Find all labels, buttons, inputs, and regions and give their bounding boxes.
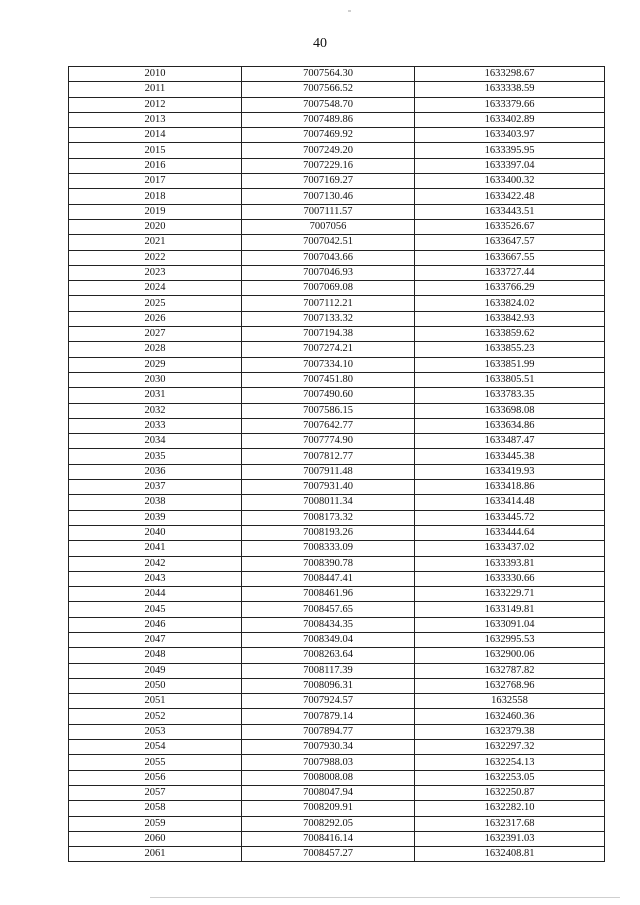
point-number-cell: 2051 xyxy=(69,694,242,709)
y-coordinate-cell: 1633397.04 xyxy=(415,158,605,173)
point-number-cell: 2029 xyxy=(69,357,242,372)
table-row xyxy=(69,235,605,250)
point-number-cell: 2020 xyxy=(69,219,242,234)
point-number-cell: 2060 xyxy=(69,831,242,846)
y-coordinate-cell: 1632282.10 xyxy=(415,801,605,816)
table-row xyxy=(69,112,605,127)
y-coordinate-cell: 1633647.57 xyxy=(415,235,605,250)
point-number-cell: 2018 xyxy=(69,189,242,204)
table-row xyxy=(69,709,605,724)
y-coordinate-cell: 1633445.72 xyxy=(415,510,605,525)
y-coordinate-cell: 1633842.93 xyxy=(415,311,605,326)
point-number-cell: 2039 xyxy=(69,510,242,525)
scan-mark xyxy=(348,10,351,12)
x-coordinate-cell: 7008263.64 xyxy=(242,648,415,663)
table-row xyxy=(69,480,605,495)
table-row xyxy=(69,663,605,678)
point-number-cell: 2043 xyxy=(69,571,242,586)
x-coordinate-cell: 7007133.32 xyxy=(242,311,415,326)
table-row xyxy=(69,174,605,189)
table-row xyxy=(69,602,605,617)
y-coordinate-cell: 1632253.05 xyxy=(415,770,605,785)
point-number-cell: 2021 xyxy=(69,235,242,250)
table-row xyxy=(69,204,605,219)
y-coordinate-cell: 1633330.66 xyxy=(415,571,605,586)
y-coordinate-cell: 1633855.23 xyxy=(415,342,605,357)
y-coordinate-cell: 1633443.51 xyxy=(415,204,605,219)
table-row xyxy=(69,847,605,862)
x-coordinate-cell: 7007056 xyxy=(242,219,415,234)
point-number-cell: 2058 xyxy=(69,801,242,816)
y-coordinate-cell: 1632297.32 xyxy=(415,740,605,755)
point-number-cell: 2034 xyxy=(69,434,242,449)
x-coordinate-cell: 7008011.34 xyxy=(242,495,415,510)
y-coordinate-cell: 1632900.06 xyxy=(415,648,605,663)
x-coordinate-cell: 7008390.78 xyxy=(242,556,415,571)
point-number-cell: 2047 xyxy=(69,632,242,647)
point-number-cell: 2045 xyxy=(69,602,242,617)
point-number-cell: 2035 xyxy=(69,449,242,464)
table-row xyxy=(69,541,605,556)
table-row xyxy=(69,755,605,770)
y-coordinate-cell: 1633402.89 xyxy=(415,112,605,127)
y-coordinate-cell: 1633419.93 xyxy=(415,464,605,479)
point-number-cell: 2054 xyxy=(69,740,242,755)
x-coordinate-cell: 7008434.35 xyxy=(242,617,415,632)
y-coordinate-cell: 1632250.87 xyxy=(415,785,605,800)
y-coordinate-cell: 1633437.02 xyxy=(415,541,605,556)
y-coordinate-cell: 1633667.55 xyxy=(415,250,605,265)
point-number-cell: 2031 xyxy=(69,388,242,403)
point-number-cell: 2019 xyxy=(69,204,242,219)
point-number-cell: 2022 xyxy=(69,250,242,265)
x-coordinate-cell: 7008457.27 xyxy=(242,847,415,862)
x-coordinate-cell: 7007112.21 xyxy=(242,296,415,311)
y-coordinate-cell: 1632787.82 xyxy=(415,663,605,678)
table-row xyxy=(69,189,605,204)
table-row xyxy=(69,403,605,418)
table-row xyxy=(69,648,605,663)
table-row xyxy=(69,143,605,158)
point-number-cell: 2023 xyxy=(69,265,242,280)
table-row xyxy=(69,219,605,234)
point-number-cell: 2027 xyxy=(69,327,242,342)
table-row xyxy=(69,327,605,342)
table-row xyxy=(69,158,605,173)
x-coordinate-cell: 7008117.39 xyxy=(242,663,415,678)
x-coordinate-cell: 7008447.41 xyxy=(242,571,415,586)
table-row xyxy=(69,495,605,510)
point-number-cell: 2046 xyxy=(69,617,242,632)
table-row xyxy=(69,770,605,785)
x-coordinate-cell: 7008173.32 xyxy=(242,510,415,525)
y-coordinate-cell: 1632379.38 xyxy=(415,724,605,739)
x-coordinate-cell: 7008047.94 xyxy=(242,785,415,800)
point-number-cell: 2037 xyxy=(69,480,242,495)
point-number-cell: 2061 xyxy=(69,847,242,862)
x-coordinate-cell: 7008457.65 xyxy=(242,602,415,617)
page-number: 40 xyxy=(313,36,327,51)
x-coordinate-cell: 7008461.96 xyxy=(242,587,415,602)
y-coordinate-cell: 1633851.99 xyxy=(415,357,605,372)
y-coordinate-cell: 1632768.96 xyxy=(415,678,605,693)
y-coordinate-cell: 1633526.67 xyxy=(415,219,605,234)
x-coordinate-cell: 7007043.66 xyxy=(242,250,415,265)
x-coordinate-cell: 7007046.93 xyxy=(242,265,415,280)
x-coordinate-cell: 7007111.57 xyxy=(242,204,415,219)
x-coordinate-cell: 7008209.91 xyxy=(242,801,415,816)
y-coordinate-cell: 1632317.68 xyxy=(415,816,605,831)
point-number-cell: 2032 xyxy=(69,403,242,418)
y-coordinate-cell: 1633091.04 xyxy=(415,617,605,632)
y-coordinate-cell: 1633229.71 xyxy=(415,587,605,602)
y-coordinate-cell: 1632558 xyxy=(415,694,605,709)
table-row xyxy=(69,510,605,525)
point-number-cell: 2038 xyxy=(69,495,242,510)
point-number-cell: 2016 xyxy=(69,158,242,173)
x-coordinate-cell: 7008349.04 xyxy=(242,632,415,647)
table-row xyxy=(69,678,605,693)
point-number-cell: 2013 xyxy=(69,112,242,127)
point-number-cell: 2057 xyxy=(69,785,242,800)
point-number-cell: 2033 xyxy=(69,418,242,433)
x-coordinate-cell: 7007229.16 xyxy=(242,158,415,173)
point-number-cell: 2042 xyxy=(69,556,242,571)
x-coordinate-cell: 7007566.52 xyxy=(242,82,415,97)
point-number-cell: 2015 xyxy=(69,143,242,158)
x-coordinate-cell: 7007548.70 xyxy=(242,97,415,112)
table-row xyxy=(69,571,605,586)
y-coordinate-cell: 1632254.13 xyxy=(415,755,605,770)
y-coordinate-cell: 1633393.81 xyxy=(415,556,605,571)
y-coordinate-cell: 1633698.08 xyxy=(415,403,605,418)
y-coordinate-cell: 1633338.59 xyxy=(415,82,605,97)
y-coordinate-cell: 1633766.29 xyxy=(415,281,605,296)
x-coordinate-cell: 7007130.46 xyxy=(242,189,415,204)
table-row xyxy=(69,525,605,540)
point-number-cell: 2017 xyxy=(69,174,242,189)
x-coordinate-cell: 7008193.26 xyxy=(242,525,415,540)
table-row xyxy=(69,816,605,831)
y-coordinate-cell: 1633418.86 xyxy=(415,480,605,495)
table-row xyxy=(69,311,605,326)
table-row xyxy=(69,556,605,571)
table-row xyxy=(69,342,605,357)
y-coordinate-cell: 1633634.86 xyxy=(415,418,605,433)
table-row xyxy=(69,724,605,739)
x-coordinate-cell: 7007194.38 xyxy=(242,327,415,342)
x-coordinate-cell: 7008333.09 xyxy=(242,541,415,556)
table-row xyxy=(69,740,605,755)
table-row xyxy=(69,694,605,709)
point-number-cell: 2059 xyxy=(69,816,242,831)
point-number-cell: 2026 xyxy=(69,311,242,326)
y-coordinate-cell: 1632995.53 xyxy=(415,632,605,647)
x-coordinate-cell: 7007924.57 xyxy=(242,694,415,709)
point-number-cell: 2014 xyxy=(69,128,242,143)
x-coordinate-cell: 7007069.08 xyxy=(242,281,415,296)
table-row xyxy=(69,82,605,97)
table-row xyxy=(69,296,605,311)
y-coordinate-cell: 1633395.95 xyxy=(415,143,605,158)
x-coordinate-cell: 7007042.51 xyxy=(242,235,415,250)
x-coordinate-cell: 7007249.20 xyxy=(242,143,415,158)
y-coordinate-cell: 1633487.47 xyxy=(415,434,605,449)
x-coordinate-cell: 7007489.86 xyxy=(242,112,415,127)
point-number-cell: 2053 xyxy=(69,724,242,739)
point-number-cell: 2056 xyxy=(69,770,242,785)
x-coordinate-cell: 7007274.21 xyxy=(242,342,415,357)
table-row xyxy=(69,464,605,479)
point-number-cell: 2044 xyxy=(69,587,242,602)
table-row xyxy=(69,388,605,403)
y-coordinate-cell: 1633403.97 xyxy=(415,128,605,143)
y-coordinate-cell: 1633298.67 xyxy=(415,67,605,82)
table-row xyxy=(69,128,605,143)
y-coordinate-cell: 1633445.38 xyxy=(415,449,605,464)
point-number-cell: 2024 xyxy=(69,281,242,296)
point-number-cell: 2028 xyxy=(69,342,242,357)
point-number-cell: 2050 xyxy=(69,678,242,693)
point-number-cell: 2012 xyxy=(69,97,242,112)
table-row xyxy=(69,372,605,387)
x-coordinate-cell: 7007169.27 xyxy=(242,174,415,189)
coordinates-table xyxy=(68,66,605,862)
table-row xyxy=(69,801,605,816)
point-number-cell: 2048 xyxy=(69,648,242,663)
x-coordinate-cell: 7007988.03 xyxy=(242,755,415,770)
y-coordinate-cell: 1633824.02 xyxy=(415,296,605,311)
x-coordinate-cell: 7007911.48 xyxy=(242,464,415,479)
x-coordinate-cell: 7008008.08 xyxy=(242,770,415,785)
table-row xyxy=(69,831,605,846)
y-coordinate-cell: 1633859.62 xyxy=(415,327,605,342)
point-number-cell: 2010 xyxy=(69,67,242,82)
y-coordinate-cell: 1633783.35 xyxy=(415,388,605,403)
table-row xyxy=(69,250,605,265)
x-coordinate-cell: 7007812.77 xyxy=(242,449,415,464)
point-number-cell: 2030 xyxy=(69,372,242,387)
x-coordinate-cell: 7007930.34 xyxy=(242,740,415,755)
x-coordinate-cell: 7007564.30 xyxy=(242,67,415,82)
table-row xyxy=(69,97,605,112)
point-number-cell: 2055 xyxy=(69,755,242,770)
table-body xyxy=(69,67,605,862)
table-row xyxy=(69,67,605,82)
table-row xyxy=(69,617,605,632)
y-coordinate-cell: 1633379.66 xyxy=(415,97,605,112)
x-coordinate-cell: 7007774.90 xyxy=(242,434,415,449)
y-coordinate-cell: 1632408.81 xyxy=(415,847,605,862)
point-number-cell: 2049 xyxy=(69,663,242,678)
table-row xyxy=(69,281,605,296)
point-number-cell: 2041 xyxy=(69,541,242,556)
table-row xyxy=(69,265,605,280)
point-number-cell: 2040 xyxy=(69,525,242,540)
point-number-cell: 2052 xyxy=(69,709,242,724)
y-coordinate-cell: 1633400.32 xyxy=(415,174,605,189)
x-coordinate-cell: 7007586.15 xyxy=(242,403,415,418)
point-number-cell: 2011 xyxy=(69,82,242,97)
y-coordinate-cell: 1633805.51 xyxy=(415,372,605,387)
point-number-cell: 2025 xyxy=(69,296,242,311)
x-coordinate-cell: 7007894.77 xyxy=(242,724,415,739)
x-coordinate-cell: 7007490.60 xyxy=(242,388,415,403)
y-coordinate-cell: 1633422.48 xyxy=(415,189,605,204)
x-coordinate-cell: 7008416.14 xyxy=(242,831,415,846)
y-coordinate-cell: 1632391.03 xyxy=(415,831,605,846)
table-row xyxy=(69,632,605,647)
table-row xyxy=(69,434,605,449)
x-coordinate-cell: 7007879.14 xyxy=(242,709,415,724)
table-row xyxy=(69,418,605,433)
x-coordinate-cell: 7007451.80 xyxy=(242,372,415,387)
point-number-cell: 2036 xyxy=(69,464,242,479)
x-coordinate-cell: 7007642.77 xyxy=(242,418,415,433)
y-coordinate-cell: 1633149.81 xyxy=(415,602,605,617)
y-coordinate-cell: 1633444.64 xyxy=(415,525,605,540)
x-coordinate-cell: 7007931.40 xyxy=(242,480,415,495)
x-coordinate-cell: 7008096.31 xyxy=(242,678,415,693)
table-row xyxy=(69,587,605,602)
x-coordinate-cell: 7007469.92 xyxy=(242,128,415,143)
coordinates-table-container xyxy=(68,66,601,862)
y-coordinate-cell: 1632460.36 xyxy=(415,709,605,724)
table-row xyxy=(69,357,605,372)
x-coordinate-cell: 7007334.10 xyxy=(242,357,415,372)
y-coordinate-cell: 1633414.48 xyxy=(415,495,605,510)
table-row xyxy=(69,785,605,800)
scan-line xyxy=(150,897,620,898)
table-row xyxy=(69,449,605,464)
x-coordinate-cell: 7008292.05 xyxy=(242,816,415,831)
y-coordinate-cell: 1633727.44 xyxy=(415,265,605,280)
